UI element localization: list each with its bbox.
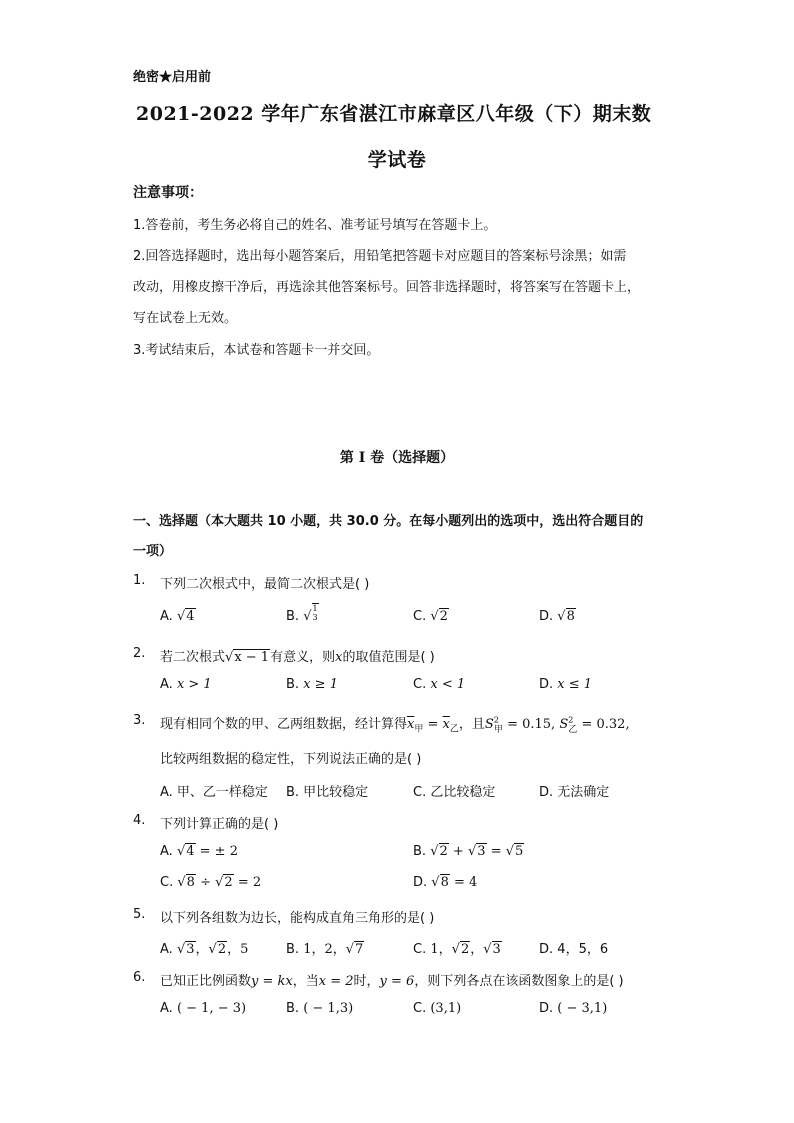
mean-symbol: $\overline{x}$ [407, 717, 415, 732]
text-part: 的取值范围是( ) [342, 650, 435, 665]
option-label: B. [286, 1001, 300, 1016]
text-part: ，则下列各点在该函数图象上的是( ) [414, 974, 624, 989]
option-math: ( − 3,1) [557, 1001, 608, 1016]
question-number: 3. [133, 713, 146, 728]
option-a [160, 677, 212, 692]
option-d: D. 无法确定 [539, 785, 610, 800]
note-item: 1.答卷前，考生务必将自己的姓名、准考证号填写在答题卡上。 [133, 218, 497, 233]
question-number: 6. [133, 970, 146, 985]
math-text: = [490, 844, 502, 859]
confidential-label: 绝密★启用前 [133, 70, 212, 85]
math-text: + [452, 844, 464, 859]
text-part: ，当 [292, 974, 319, 989]
section-heading: 一、选择题（本大题共 10 小题，共 30.0 分。在每小题列出的选项中，选出符合题目的 [133, 514, 644, 529]
option-d [539, 938, 608, 957]
radicand: 3 [492, 942, 501, 957]
question-text: 下列二次根式中，最简二次根式是( ) [160, 577, 370, 592]
option-c [413, 677, 465, 692]
option-label: C. [413, 609, 427, 624]
option-label: A. [160, 1001, 173, 1016]
radicand: 2 [217, 942, 227, 957]
option-b [286, 603, 319, 624]
option-label: C. [160, 875, 174, 890]
option-a [160, 938, 248, 957]
text-part: 有意义，则 [270, 650, 336, 665]
radicand: 4 [186, 844, 195, 859]
option-label: B. [286, 942, 300, 957]
option-label: B. [413, 844, 427, 859]
fraction-numerator: 1 [312, 604, 318, 613]
option-d [413, 875, 477, 890]
superscript: 2 [493, 715, 499, 725]
option-d [539, 609, 576, 624]
option-label: D. [539, 609, 554, 624]
option-label: A. [160, 609, 173, 624]
mean-symbol: $\overline{x}$ [442, 717, 450, 732]
radicand: 3 [477, 844, 486, 859]
question-text [160, 646, 435, 665]
part-title: 第 I 卷（选择题） [339, 450, 455, 466]
option-math: x ≥ 1 [303, 677, 338, 692]
math-text: = ± 2 [199, 844, 238, 859]
option-math: ( − 1,3) [303, 1001, 354, 1016]
sqrt-icon: √ [225, 650, 234, 665]
math-text: 1， [430, 942, 452, 957]
question-text: 以下列各组数为边长，能构成直角三角形的是( ) [160, 911, 435, 926]
math-text: ， [470, 942, 484, 957]
question-text: 现有相同个数的甲、乙两组数据，经计算得$\overline{x}_甲 = \overline{x}_乙$，且$S^2_甲 = 0.15$, $S^2_乙 = 0.32$, [160, 715, 630, 735]
math-expr: y = kx [251, 974, 293, 989]
option-b [286, 677, 338, 692]
option-label: A. [160, 942, 173, 957]
radicand: 2 [224, 875, 233, 890]
radicand: 2 [460, 942, 470, 957]
option-label: B. [286, 609, 300, 624]
question-number: 2. [133, 646, 146, 661]
option-d [539, 1001, 607, 1016]
option-label: A. [160, 844, 173, 859]
option-a [160, 609, 196, 624]
option-math: x ≤ 1 [557, 677, 593, 692]
option-a [160, 844, 238, 859]
option-b: B. 甲比较稳定 [286, 785, 369, 800]
question-text: 下列计算正确的是( ) [160, 817, 279, 832]
subscript: 乙 [568, 724, 578, 735]
note-item: 写在试卷上无效。 [133, 311, 238, 326]
radicand: 7 [355, 942, 364, 957]
text-part: 若二次根式 [160, 650, 226, 665]
sqrt-icon: √ [177, 875, 186, 890]
exam-title-line2: 学试卷 [367, 149, 427, 171]
radicand: 3 [186, 942, 195, 957]
radicand: 4 [186, 609, 195, 624]
radicand: 2 [439, 844, 448, 859]
option-c: C. 乙比较稳定 [413, 785, 496, 800]
sqrt-icon: √ [176, 844, 186, 859]
section-heading-cont: 一项） [133, 544, 173, 559]
option-a: A. 甲、乙一样稳定 [160, 785, 268, 800]
option-math: (3,1) [430, 1001, 462, 1016]
subscript: 甲 [493, 724, 503, 735]
variance-symbol: S [559, 717, 569, 732]
radicand: 8 [186, 875, 195, 890]
sqrt-icon: √ [467, 844, 477, 859]
option-math: ( − 1, − 3) [176, 1001, 247, 1016]
question-text-cont: 比较两组数据的稳定性，下列说法正确的是( ) [160, 752, 422, 767]
option-a [160, 1001, 246, 1016]
option-math: x > 1 [176, 677, 212, 692]
sqrt-icon: √ [431, 875, 440, 890]
option-b [413, 844, 524, 859]
text-part: 已知正比例函数 [160, 974, 252, 989]
math-text: 1，2， [303, 942, 346, 957]
option-label: D. [413, 875, 428, 890]
radicand: 8 [566, 609, 575, 624]
sqrt-icon: √ [557, 609, 566, 624]
variance-value: = 0.15, [507, 717, 556, 732]
superscript: 2 [568, 715, 574, 725]
radicand: 8 [440, 875, 449, 890]
variable: x [335, 650, 343, 665]
sqrt-icon: √ [176, 942, 186, 957]
option-c [413, 938, 502, 957]
sqrt-icon: √ [430, 844, 439, 859]
radicand: 2 [439, 609, 448, 624]
math-text: = 2 [237, 875, 262, 890]
math-text: = 4 [454, 875, 478, 890]
option-label: C. [413, 677, 427, 692]
math-text: ，5 [227, 942, 249, 957]
math-expr: y = 6 [379, 974, 415, 989]
sqrt-icon: √ [303, 609, 312, 624]
option-d [539, 677, 592, 692]
option-label: C. [413, 1001, 427, 1016]
notes-heading: 注意事项： [133, 185, 203, 201]
sqrt-icon: √ [215, 875, 224, 890]
option-label: A. [160, 677, 173, 692]
sqrt-icon: √ [176, 609, 186, 624]
radicand: 5 [515, 844, 524, 859]
text-part: ，且 [458, 717, 485, 732]
sqrt-icon: √ [451, 942, 460, 957]
option-b [286, 1001, 353, 1016]
option-label: D. [539, 942, 554, 957]
option-c [413, 609, 449, 624]
option-c [413, 1001, 461, 1016]
exam-title-line1: 2021-2022 学年广东省湛江市麻章区八年级（下）期末数 [136, 103, 652, 125]
math-text: 4，5，6 [557, 942, 609, 957]
variance-value: = 0.32, [581, 717, 630, 732]
question-text [160, 970, 624, 989]
radicand: x − 1 [234, 650, 270, 665]
note-item: 改动，用橡皮擦干净后，再选涂其他答案标号。回答非选择题时，将答案写在答题卡上， [133, 280, 641, 295]
option-label: B. [286, 677, 300, 692]
variance-symbol: S [484, 717, 494, 732]
math-text: ÷ [200, 875, 211, 890]
option-label: C. [413, 942, 427, 957]
sqrt-icon: √ [505, 844, 515, 859]
note-item: 2.回答选择题时，选出每小题答案后，用铅笔把答题卡对应题目的答案标号涂黑；如需 [133, 249, 627, 264]
text-part: 时， [353, 974, 380, 989]
note-item: 3.考试结束后，本试卷和答题卡一并交回。 [133, 343, 380, 358]
subscript: 乙 [449, 724, 459, 735]
question-number: 4. [133, 813, 146, 828]
subscript: 甲 [414, 724, 424, 735]
option-label: D. [539, 677, 554, 692]
text-part: 现有相同个数的甲、乙两组数据，经计算得 [160, 717, 408, 732]
sqrt-icon: √ [483, 942, 492, 957]
sqrt-icon: √ [345, 942, 355, 957]
option-b [286, 938, 364, 957]
option-label: D. [539, 1001, 554, 1016]
question-number: 5. [133, 907, 146, 922]
fraction-denominator: 3 [312, 613, 318, 622]
question-number: 1. [133, 573, 146, 588]
sqrt-icon: √ [430, 609, 439, 624]
option-c [160, 875, 261, 890]
sqrt-icon: √ [208, 942, 217, 957]
math-expr: x = 2 [318, 974, 354, 989]
option-math: x < 1 [430, 677, 466, 692]
math-text: ， [195, 942, 209, 957]
